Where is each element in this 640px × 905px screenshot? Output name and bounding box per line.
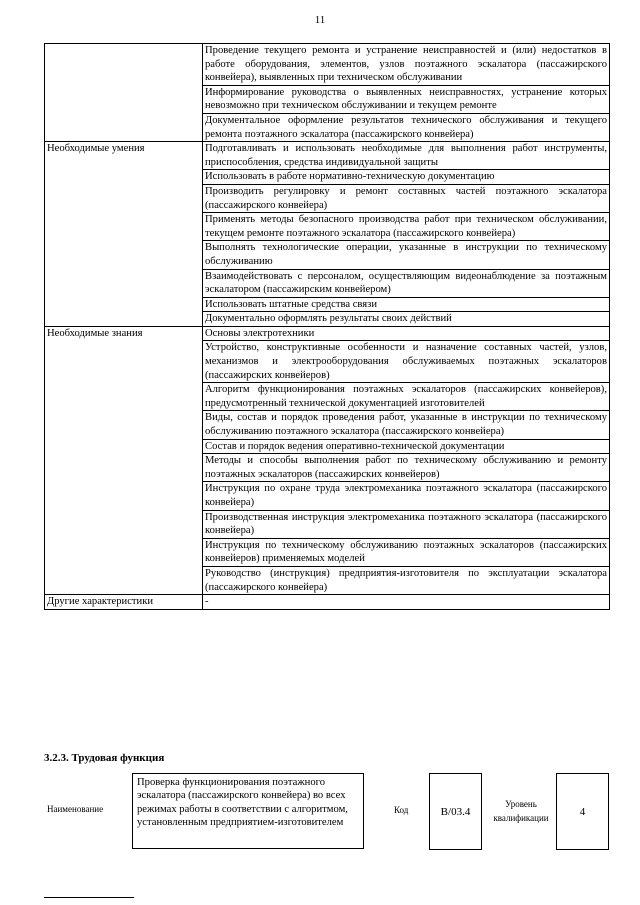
function-name-box: Проверка функционирования поэтажного эскалатора (пассажирского конвейера) во всех режимах работы в соответствии с алгоритмом, установленным предприятием-изготовителем bbox=[132, 773, 364, 849]
level-box bbox=[556, 773, 609, 850]
knowledge-item: Состав и порядок ведения оперативно-технической документации bbox=[203, 439, 610, 454]
page-number: 11 bbox=[314, 14, 326, 26]
skill-item: Использовать в работе нормативно-техническую документацию bbox=[203, 170, 610, 185]
knowledge-item: Устройство, конструктивные особенности и назначение составных частей, узлов, механизмов и электрооборудования обслуживаемых поэтажных эскалаторов (пассажирских конвейеров) bbox=[203, 341, 610, 383]
knowledge-item: Основы электротехники bbox=[203, 326, 610, 341]
skill-item: Применять методы безопасного производства работ при техническом обслуживании, текущем ремонте поэтажного эскалатора (пассажирского конвейера) bbox=[203, 213, 610, 241]
section-title: 3.2.3. Трудовая функция bbox=[44, 752, 165, 764]
action-item: Документальное оформление результатов технического обслуживания и текущего ремонта поэтажного эскалатора (пассажирского конвейера) bbox=[203, 113, 610, 141]
skill-item: Использовать штатные средства связи bbox=[203, 297, 610, 312]
skill-item: Выполнять технологические операции, указанные в инструкции по техническому обслуживанию bbox=[203, 241, 610, 269]
labor-function-table bbox=[44, 43, 610, 610]
knowledge-item: Инструкция по техническому обслуживанию поэтажных эскалаторов (пассажирских конвейеров) применяемых моделей bbox=[203, 538, 610, 566]
knowledge-item: Производственная инструкция электромеханика поэтажного эскалатора (пассажирского конвейера) bbox=[203, 510, 610, 538]
action-item: Информирование руководства о выявленных неисправностях, устранение которых невозможно при техническом обслуживании и текущем ремонте bbox=[203, 85, 610, 113]
action-item: Проведение текущего ремонта и устранение неисправностей и (или) недостатков в работе оборудования, элементов, узлов поэтажного эскалатора (пассажирского конвейера), выявленных при техническом обслуживании bbox=[203, 44, 610, 86]
knowledge-item: Виды, состав и порядок проведения работ, указанные в инструкции по техническому обслуживанию поэтажного эскалатора (пассажирского конвейера) bbox=[203, 411, 610, 439]
knowledge-item: Руководство (инструкция) предприятия-изготовителя по эксплуатации эскалатора (пассажирского конвейера) bbox=[203, 566, 610, 594]
knowledge-label: Необходимые знания bbox=[45, 326, 203, 594]
table-row bbox=[45, 142, 610, 170]
code-value: В/03.4 bbox=[440, 805, 471, 818]
skill-item: Взаимодействовать с персоналом, осуществляющим видеонаблюдение за поэтажным эскалатором (пассажирским конвейером) bbox=[203, 269, 610, 297]
level-label: Уровень квалификации bbox=[493, 799, 549, 823]
level-value: 4 bbox=[579, 805, 586, 818]
code-box bbox=[429, 773, 482, 850]
skill-item: Производить регулировку и ремонт составных частей поэтажного эскалатора (пассажирского конвейера) bbox=[203, 184, 610, 212]
skill-item: Документально оформлять результаты своих действий bbox=[203, 312, 610, 327]
name-label: Наименование bbox=[47, 804, 104, 814]
knowledge-item: Инструкция по охране труда электромеханика поэтажного эскалатора (пассажирского конвейера) bbox=[203, 482, 610, 510]
other-value: - bbox=[203, 595, 610, 610]
skills-label: Необходимые умения bbox=[45, 142, 203, 327]
knowledge-item: Алгоритм функционирования поэтажных эскалаторов (пассажирских конвейеров), предусмотренный технической документацией изготовителей bbox=[203, 383, 610, 411]
other-label: Другие характеристики bbox=[45, 595, 203, 610]
knowledge-item: Методы и способы выполнения работ по техническому обслуживанию и ремонту поэтажных эскалаторов (пассажирских конвейеров) bbox=[203, 454, 610, 482]
table-row bbox=[45, 44, 610, 86]
skill-item: Подготавливать и использовать необходимые для выполнения работ инструменты, приспособления, средства индивидуальной защиты bbox=[203, 142, 610, 170]
table-row bbox=[45, 595, 610, 610]
footer-divider bbox=[44, 897, 134, 898]
table-row bbox=[45, 326, 610, 341]
empty-label-cell bbox=[45, 44, 203, 142]
code-label: Код bbox=[394, 805, 409, 815]
